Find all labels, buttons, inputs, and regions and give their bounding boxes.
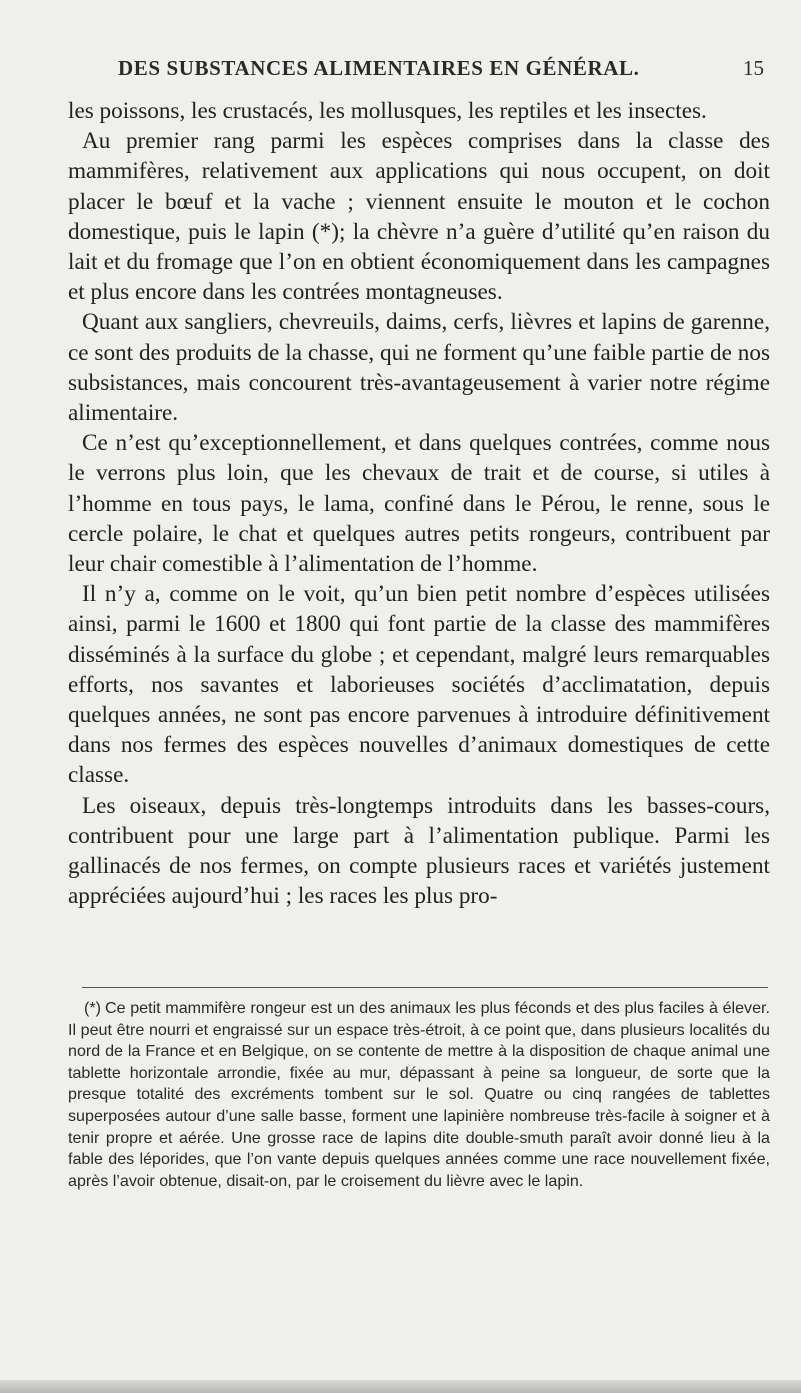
page-number: 15: [743, 56, 764, 80]
paragraph: Ce n’est qu’exceptionnellement, et dans quelques contrées, comme nous le verrons plus loin, que les chevaux de trait et de course, si utiles à l’homme en tous pays, le lama, confiné dans le Pérou, le renne, sous le cercle polaire, le chat et quelques autres petits rongeurs, contribuent par leur chair comestible à l’alimentation de l’homme.: [68, 430, 770, 578]
footnote-paragraph: [68, 998, 770, 1192]
paragraph: Quant aux sangliers, chevreuils, daims, cerfs, lièvres et lapins de garenne, ce sont des produits de la chasse, qui ne forment qu’une faible partie de nos subsistances, mais concourent très-avantageusement à varier notre régime alimentaire.: [68, 309, 770, 427]
paragraph: Il n’y a, comme on le voit, qu’un bien petit nombre d’espèces utilisées ainsi, parmi le 1600 et 1800 qui font partie de la classe des mammifères disséminés à la surface du globe ; et cependant, malgré leurs remarquables efforts, nos savantes et laborieuses sociétés d’acclimatation, depuis quelques années, ne sont pas encore parvenues à introduire définitivement dans nos fermes des espèces nouvelles d’animaux domestiques de cette classe.: [68, 581, 770, 789]
paragraph: Les oiseaux, depuis très-longtemps introduits dans les basses-cours, contribuent pour une large part à l’alimentation publique. Parmi les gallinacés de nos fermes, on compte plusieurs races et variétés justement appréciées aujourd’hui ; les races les plus pro-: [68, 792, 770, 910]
footnote-marker: (*): [84, 999, 101, 1017]
paragraph: les poissons, les crustacés, les mollusques, les reptiles et les insectes.: [68, 98, 707, 124]
footnote-divider: [82, 987, 768, 988]
paragraph: Au premier rang parmi les espèces comprises dans la classe des mammifères, relativement aux applications qui nous occupent, on doit placer le bœuf et la vache ; viennent ensuite le mouton et le cochon domestique, puis le lapin (*); la chèvre n’a guère d’utilité qu’en raison du lait et du fromage que l’on en obtient économiquement dans les campagnes et plus encore dans les contrées montagneuses.: [68, 128, 770, 306]
page-header: [0, 56, 801, 86]
footnote: [68, 998, 770, 1192]
footnote-text: Ce petit mammifère rongeur est un des animaux les plus féconds et des plus faciles à élever. Il peut être nourri et engraissé sur un espace très-étroit, à ce point que, dans plusieurs localités du nord de la France et en Belgique, on se contente de mettre à la disposition de chaque animal une tablette horizontale arrondie, fixée au mur, dépassant à peine sa longueur, de sorte que la presque totalité des excréments tombent sur le sol. Quatre ou cinq rangées de tablettes superposées autour d’une salle basse, forment une lapinière nombreuse très-facile à soigner et à tenir propre et aérée. Une grosse race de lapins dite double-smuth paraît avoir donné lieu à la fable des léporides, que l’on vante depuis quelques années comme une race nouvellement fixée, après l’avoir obtenue, disait-on, par le croisement du lièvre avec le lapin.: [68, 999, 770, 1190]
main-text: [68, 96, 770, 911]
running-head: DES SUBSTANCES ALIMENTAIRES EN GÉNÉRAL.: [118, 56, 640, 80]
page-bottom-edge: [0, 1380, 801, 1393]
